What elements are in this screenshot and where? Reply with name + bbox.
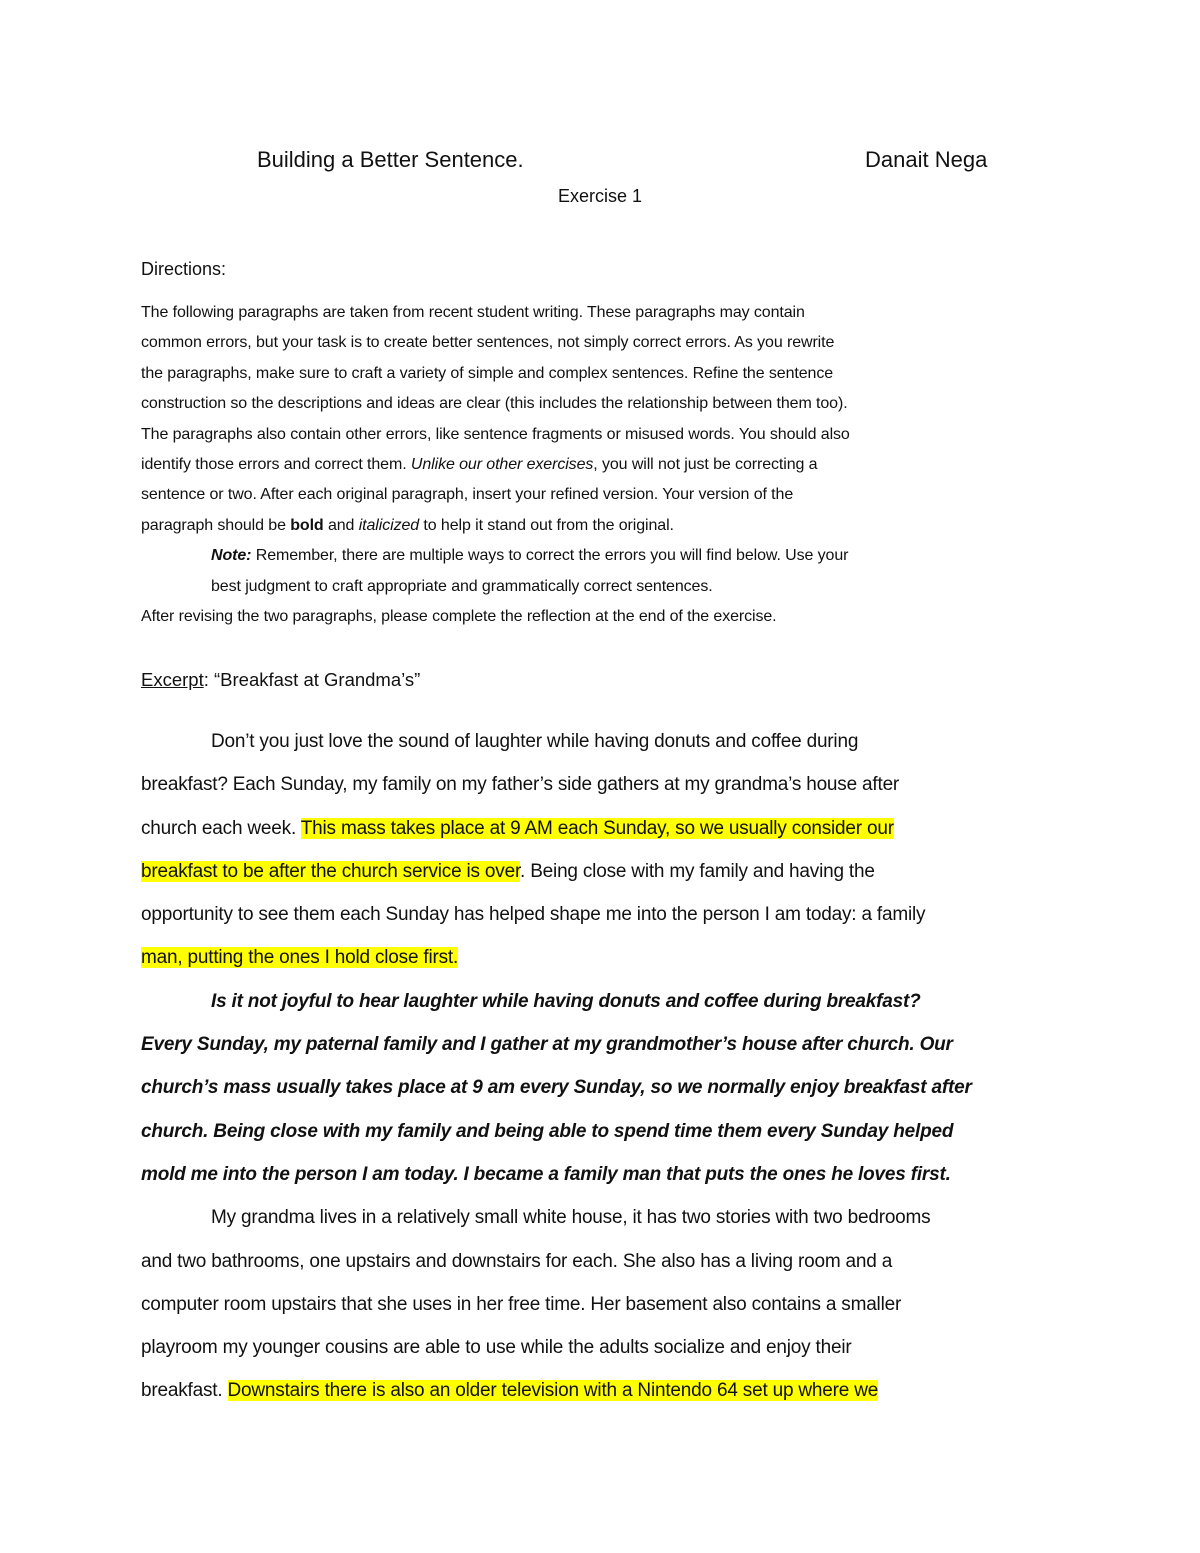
paragraph1-line: Don’t you just love the sound of laughter while having donuts and coffee during (211, 731, 859, 752)
paragraph1-line (141, 850, 1066, 893)
excerpt-colon: : (203, 669, 214, 690)
revision1-line: mold me into the person I am today. I became a family man that puts the ones he loves first. (141, 1163, 951, 1185)
directions-line (141, 511, 1061, 541)
excerpt-label: Excerpt (141, 669, 204, 690)
paragraph1-line: breakfast? Each Sunday, my family on my father’s side gathers at my grandma’s house after (141, 774, 900, 796)
directions-text: to help it stand out from the original. (419, 516, 674, 534)
directions-text: , you will not just be correcting a (593, 456, 818, 474)
after-revising-line: After revising the two paragraphs, please complete the reflection at the end of the exercise. (141, 608, 777, 626)
directions-line: construction so the descriptions and ideas are clear (this includes the relationship between them too). (141, 395, 848, 413)
essay-body (141, 720, 1066, 1413)
paragraph2-line: playroom my younger cousins are able to use while the adults socialize and enjoy their (141, 1337, 852, 1359)
document-title: Building a Better Sentence. (257, 147, 524, 172)
directions-text: and (323, 516, 359, 534)
revision1-line: church. Being close with my family and being able to spend time them every Sunday helped (141, 1120, 954, 1142)
revision1-line: Is it not joyful to hear laughter while having donuts and coffee during breakfast? (211, 990, 921, 1012)
directions-text: identify those errors and correct them. (141, 456, 411, 474)
paragraph2-line: and two bathrooms, one upstairs and downstairs for each. She also has a living room and a (141, 1250, 893, 1272)
directions-heading: Directions: (141, 259, 227, 279)
paragraph1-text: church each week. (141, 817, 301, 839)
paragraph2-line (141, 1369, 1066, 1412)
directions-text: paragraph should be (141, 516, 291, 534)
directions-line: The following paragraphs are taken from recent student writing. These paragraphs may contain (141, 304, 805, 321)
note-line: best judgment to craft appropriate and grammatically correct sentences. (211, 577, 713, 595)
author-name: Danait Nega (865, 147, 988, 172)
directions-body (141, 298, 1061, 632)
paragraph1-line (141, 807, 1066, 850)
italic-word: italicized (358, 516, 420, 534)
excerpt-heading (141, 666, 420, 694)
highlighted-text: Downstairs there is also an older television with a Nintendo 64 set up where we (227, 1380, 879, 1402)
paragraph2-line: computer room upstairs that she uses in her free time. Her basement also contains a smaller (141, 1293, 902, 1315)
directions-line: sentence or two. After each original paragraph, insert your refined version. Your version of the (141, 486, 794, 504)
exercise-subtitle: Exercise 1 (557, 186, 643, 206)
highlighted-text: breakfast to be after the church service is over (141, 860, 521, 882)
paragraph2-text: breakfast. (141, 1380, 228, 1402)
paragraph1-text: . Being close with my family and having the (520, 860, 875, 882)
directions-line (141, 450, 1061, 480)
directions-line: The paragraphs also contain other errors, like sentence fragments or misused words. You should also (141, 425, 850, 443)
paragraph1-line (141, 936, 1066, 979)
revision1-line: Every Sunday, my paternal family and I gather at my grandmother’s house after church. Our (141, 1034, 953, 1056)
paragraph1-line: opportunity to see them each Sunday has helped shape me into the person I am today: a family (141, 904, 926, 926)
note-text: Remember, there are multiple ways to correct the errors you will find below. Use your (251, 547, 849, 565)
note-label: Note: (211, 547, 252, 565)
directions-line: the paragraphs, make sure to craft a variety of simple and complex sentences. Refine the sentence (141, 364, 834, 382)
italic-phrase: Unlike our other exercises (410, 456, 594, 474)
note-line (141, 541, 1061, 571)
directions-line: common errors, but your task is to create better sentences, not simply correct errors. As you rewrite (141, 334, 835, 352)
excerpt-title: “Breakfast at Grandma’s” (214, 669, 421, 690)
bold-word: bold (290, 516, 324, 534)
revision1-line: church’s mass usually takes place at 9 am every Sunday, so we normally enjoy breakfast after (141, 1077, 972, 1099)
highlighted-text: This mass takes place at 9 AM each Sunday, so we usually consider our (300, 817, 894, 839)
highlighted-text: man, putting the ones I hold close first. (141, 947, 459, 969)
paragraph2-line: My grandma lives in a relatively small white house, it has two stories with two bedrooms (211, 1207, 931, 1229)
